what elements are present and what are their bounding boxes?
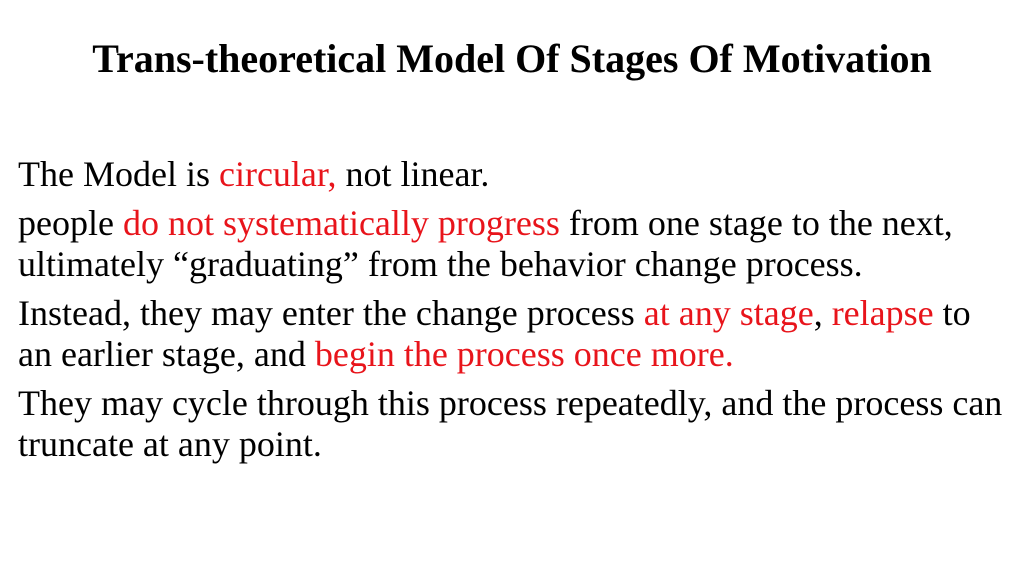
emphasis-run: relapse bbox=[831, 293, 934, 333]
emphasis-run: begin the process once more. bbox=[314, 334, 734, 374]
text-run: not linear. bbox=[336, 154, 490, 194]
text-run: Instead, they may enter the change process bbox=[18, 293, 644, 333]
slide-title: Trans-theoretical Model Of Stages Of Motivation bbox=[92, 36, 932, 81]
text-run: The Model is bbox=[18, 154, 219, 194]
text-run: people bbox=[18, 203, 123, 243]
text-run: , bbox=[813, 293, 832, 333]
emphasis-run: at any stage bbox=[643, 293, 814, 333]
paragraph-cycle bbox=[18, 383, 1008, 465]
text-run: to an earlier stage, and bbox=[18, 293, 971, 374]
emphasis-run: do not systematically progress bbox=[122, 203, 560, 243]
text-run: from one stage to the next, ultimately “graduating” from the behavior change process. bbox=[18, 203, 953, 284]
emphasis-run: circular, bbox=[218, 154, 337, 194]
paragraph-circular-model bbox=[18, 154, 1008, 195]
paragraph-progression bbox=[18, 203, 1008, 285]
text-run: They may cycle through this process repeatedly, and the process can truncate at any point. bbox=[18, 383, 1003, 464]
slide-body bbox=[18, 154, 1008, 473]
paragraph-enter-any-stage bbox=[18, 293, 1008, 375]
